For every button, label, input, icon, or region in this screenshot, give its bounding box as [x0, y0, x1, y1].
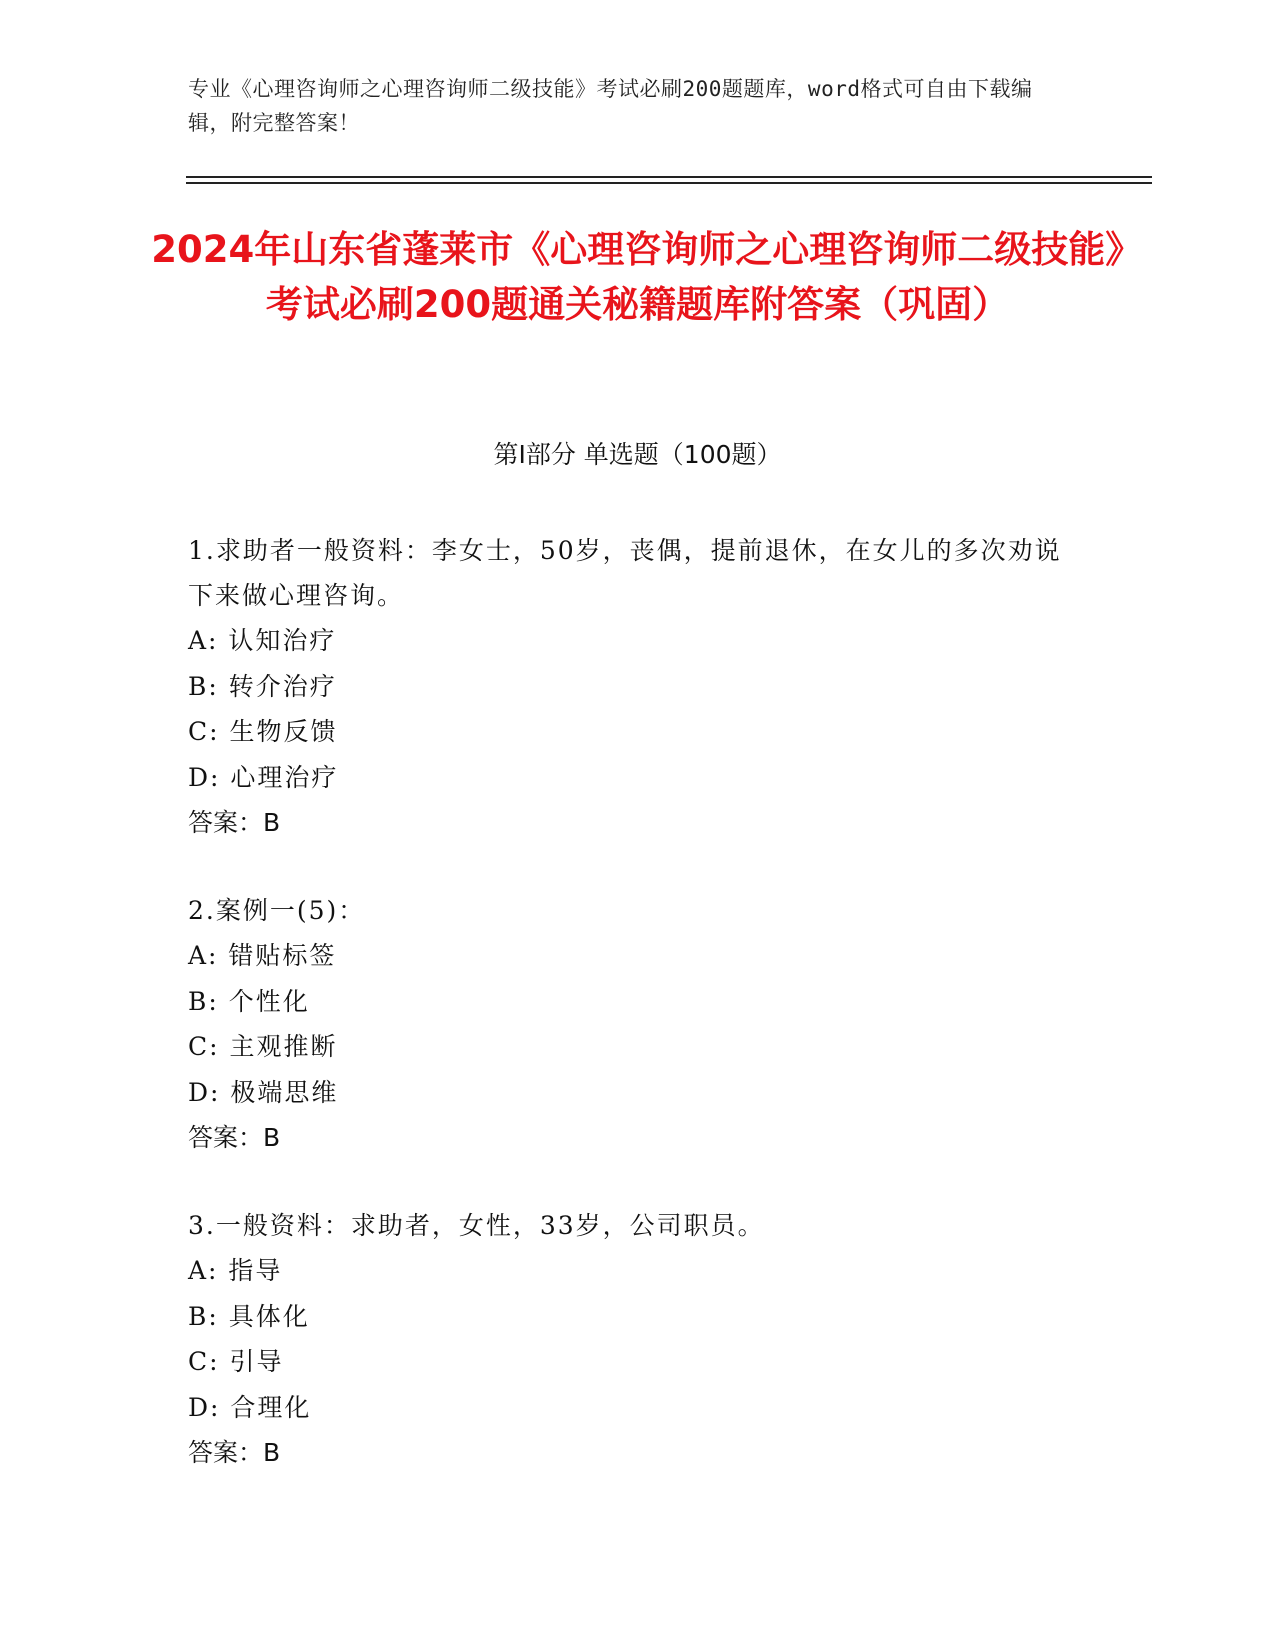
option-c: C: 主观推断: [188, 1032, 338, 1061]
question-item: [188, 1203, 1078, 1476]
answer-line: 答案：B: [188, 808, 281, 837]
question-stem: 2.案例一(5)：: [188, 896, 366, 925]
header-note: 专业《心理咨询师之心理咨询师二级技能》考试必刷200题题库，word格式可自由下载编辑，附完整答案！: [188, 77, 1033, 135]
option-d: D: 合理化: [188, 1392, 312, 1422]
question-stem: 3.一般资料：求助者，女性，33岁，公司职员。: [188, 1211, 765, 1240]
question-item: [188, 528, 1078, 846]
answer-line: 答案：B: [188, 1438, 281, 1467]
option-d: D: 极端思维: [188, 1077, 339, 1107]
option-b: B: 具体化: [188, 1301, 310, 1331]
option-a: A: 错贴标签: [188, 941, 337, 970]
option-a: A: 指导: [188, 1256, 283, 1285]
question-stem: 1.求助者一般资料：李女士，50岁，丧偶，提前退休，在女儿的多次劝说下来做心理咨询。: [188, 536, 1062, 610]
question-list: [188, 528, 1078, 1518]
option-b: B: 个性化: [188, 986, 310, 1016]
section-title: 第Ⅰ部分 单选题（100题）: [493, 440, 782, 469]
answer-line: 答案：B: [188, 1123, 281, 1152]
option-a: A: 认知治疗: [188, 626, 337, 655]
option-c: C: 引导: [188, 1347, 284, 1376]
header-divider-top: [186, 176, 1152, 178]
header-divider-bottom: [186, 182, 1152, 184]
question-item: [188, 888, 1078, 1161]
option-c: C: 生物反馈: [188, 717, 338, 746]
option-d: D: 心理治疗: [188, 762, 339, 792]
option-b: B: 转介治疗: [188, 671, 337, 701]
document-title: 2024年山东省蓬莱市《心理咨询师之心理咨询师二级技能》考试必刷200题通关秘籍题库附答案（巩固）: [151, 228, 1124, 326]
